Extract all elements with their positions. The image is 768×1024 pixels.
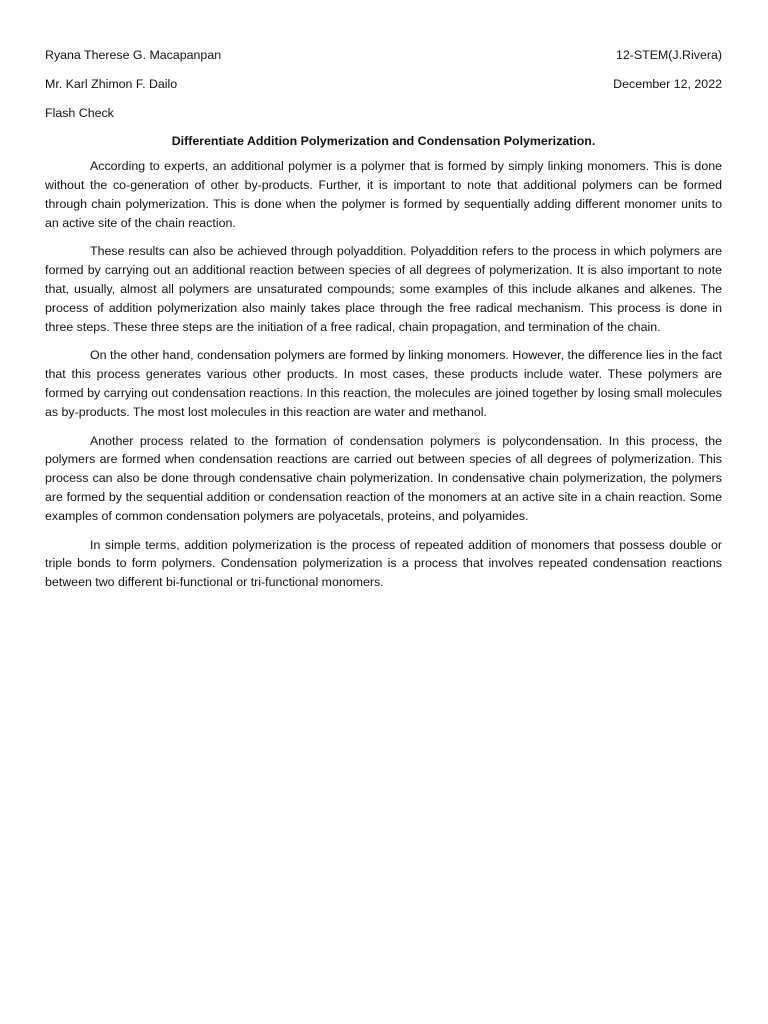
body-paragraph: According to experts, an additional polymer is a polymer that is formed by simply linking monomers. This is done without the co-generation of other by-products. Further, it is important to note that additional polymers can be formed through chain polymerization. This is done when the polymer is formed by sequentially adding different monomer units to an active site of the chain reaction.	[45, 159, 722, 230]
body-paragraph: Another process related to the formation of condensation polymers is polycondensation. In this process, the polymers are formed when condensation reactions are carried out between species of all degrees of polymerization. This process can also be done through condensative chain polymerization. In condensative chain polymerization, the polymers are formed by the sequential addition or condensation reaction of the monomers at an active site in a chain reaction. Some examples of common condensation polymers are polyacetals, proteins, and polyamides.	[45, 433, 722, 523]
teacher-name: Mr. Karl Zhimon F. Dailo	[45, 76, 178, 91]
activity-label: Flash Check	[45, 105, 114, 120]
body-paragraph: These results can also be achieved through polyaddition. Polyaddition refers to the process in which polymers are formed by carrying out an additional reaction between species of all degrees of polymerization. It is also important to note that, usually, almost all polymers are unsaturated compounds; some examples of this include alkanes and alkenes. The process of addition polymerization also mainly takes place through the free radical mechanism. This process is done in three steps. These three steps are the initiation of a free radical, chain propagation, and termination of the chain.	[45, 244, 722, 334]
header-row-1	[45, 46, 722, 65]
document-title: Differentiate Addition Polymerization and Condensation Polymerization.	[171, 134, 596, 149]
header-row-2	[45, 75, 722, 94]
header-row-3	[45, 104, 722, 123]
student-name: Ryana Therese G. Macapanpan	[45, 48, 222, 62]
section-label: 12-STEM(J.Rivera)	[615, 48, 722, 62]
body-paragraph: On the other hand, condensation polymers are formed by linking monomers. However, the difference lies in the fact that this process generates various other products. In most cases, these products include water. These polymers are formed by carrying out condensation reactions. In this reaction, the molecules are joined together by losing small molecules as by-products. The most lost molecules in this reaction are water and methanol.	[45, 348, 722, 419]
document-date: December 12, 2022	[613, 76, 722, 91]
body-paragraph: In simple terms, addition polymerization is the process of repeated addition of monomers that possess double or triple bonds to form polymers. Condensation polymerization is a process that involves repeated condensation reactions between two different bi-functional or tri-functional monomers.	[45, 537, 722, 590]
